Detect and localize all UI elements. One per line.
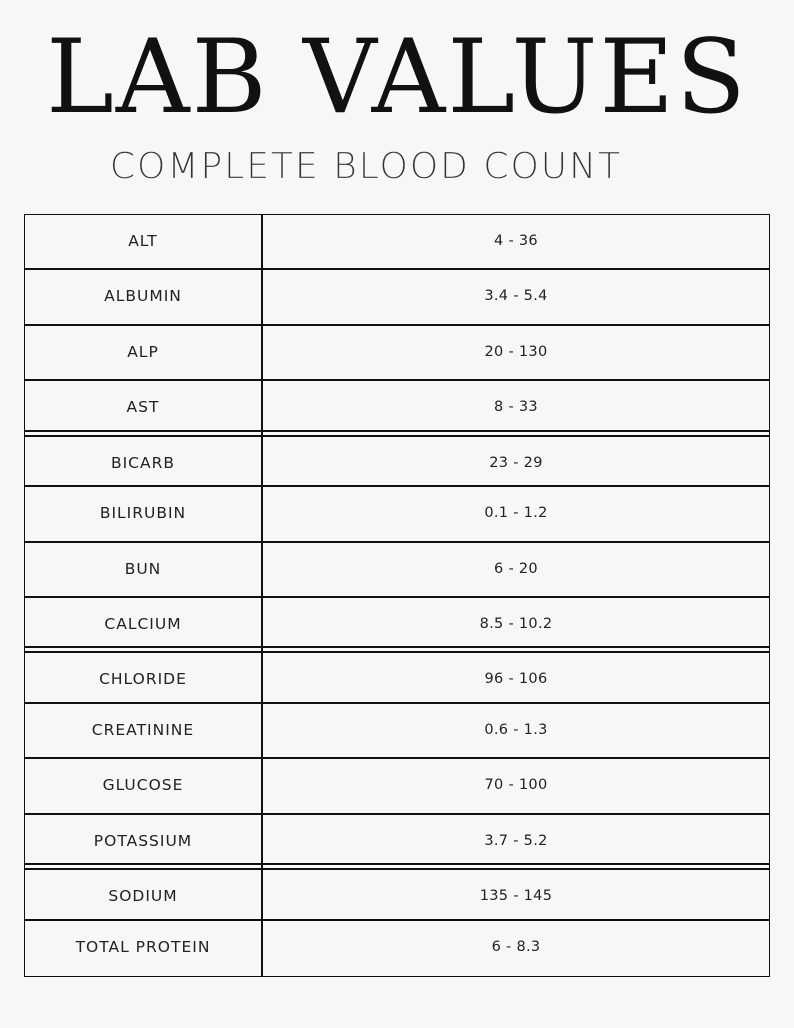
- row-divider: [24, 435, 770, 437]
- row-divider: [24, 430, 770, 432]
- page-subtitle: COMPLETE BLOOD COUNT: [109, 146, 623, 187]
- table-row: [24, 597, 770, 652]
- test-name: BUN: [124, 560, 162, 578]
- table-row: [24, 436, 770, 491]
- row-divider: [24, 541, 770, 543]
- row-divider: [24, 757, 770, 759]
- row-divider: [24, 813, 770, 815]
- table-row: [24, 758, 770, 813]
- test-range: 3.7 - 5.2: [484, 833, 548, 849]
- page-title: LAB VALUES: [46, 18, 748, 137]
- table-row: [24, 869, 770, 924]
- lab-values-table: [24, 214, 770, 977]
- test-range: 20 - 130: [484, 344, 548, 360]
- row-divider: [24, 863, 770, 865]
- row-divider: [24, 379, 770, 381]
- test-range: 0.1 - 1.2: [484, 505, 548, 521]
- test-name: POTASSIUM: [93, 832, 193, 850]
- test-range: 8.5 - 10.2: [479, 616, 553, 632]
- test-name: ALP: [127, 343, 159, 361]
- row-divider: [24, 646, 770, 648]
- row-divider: [24, 868, 770, 870]
- test-name: AST: [126, 398, 160, 416]
- table-row: [24, 214, 770, 269]
- test-range: 23 - 29: [489, 455, 543, 471]
- test-range: 70 - 100: [484, 777, 548, 793]
- table-row: [24, 486, 770, 541]
- row-divider: [24, 485, 770, 487]
- test-range: 6 - 20: [494, 561, 538, 577]
- row-divider: [24, 651, 770, 653]
- row-divider: [24, 702, 770, 704]
- test-name: CALCIUM: [104, 615, 182, 633]
- table-row: [24, 814, 770, 869]
- lab-values-grid: [24, 214, 770, 977]
- row-divider: [24, 596, 770, 598]
- test-name: GLUCOSE: [102, 776, 184, 794]
- test-name: ALBUMIN: [104, 287, 182, 305]
- test-range: 4 - 36: [494, 233, 538, 249]
- table-row: [24, 703, 770, 758]
- table-row: [24, 652, 770, 707]
- test-range: 8 - 33: [494, 399, 538, 415]
- test-name: CHLORIDE: [99, 670, 187, 688]
- test-name: BICARB: [110, 454, 176, 472]
- test-name: CREATININE: [91, 721, 195, 739]
- test-range: 3.4 - 5.4: [484, 288, 548, 304]
- table-row: [24, 325, 770, 380]
- test-range: 0.6 - 1.3: [484, 722, 548, 738]
- test-name: SODIUM: [108, 887, 178, 905]
- table-row: [24, 269, 770, 324]
- row-divider: [24, 324, 770, 326]
- test-range: 135 - 145: [479, 888, 553, 904]
- test-range: 96 - 106: [484, 671, 548, 687]
- table-row: [24, 542, 770, 597]
- test-name: BILIRUBIN: [99, 504, 187, 522]
- table-row: [24, 380, 770, 435]
- test-range: 6 - 8.3: [491, 939, 541, 955]
- test-name: ALT: [128, 232, 158, 250]
- test-name: TOTAL PROTEIN: [75, 938, 211, 956]
- table-row: [24, 920, 770, 977]
- row-divider: [24, 268, 770, 270]
- row-divider: [24, 919, 770, 921]
